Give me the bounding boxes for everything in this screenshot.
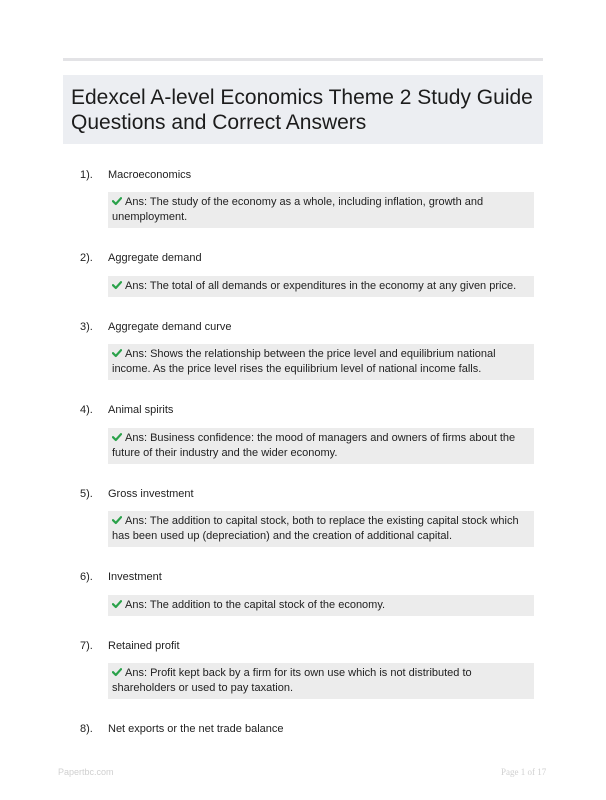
check-icon (112, 432, 122, 442)
question-term: Investment (108, 571, 162, 583)
question-term: Macroeconomics (108, 169, 192, 181)
answer-text: Ans: Shows the relationship between the price level and equilibrium national income. As the price level rises the equilibrium level of national income falls. (112, 348, 496, 375)
check-icon (112, 599, 122, 609)
question-number: 6). (80, 571, 93, 583)
answer-text: Ans: Profit kept back by a firm for its own use which is not distributed to shareholders or used to pay taxation. (112, 667, 472, 694)
document-title: Edexcel A-level Economics Theme 2 Study Guide Questions and Correct Answers (71, 86, 533, 134)
question-number: 3). (80, 321, 93, 333)
question-term: Retained profit (108, 640, 180, 652)
question-term: Aggregate demand curve (108, 321, 232, 333)
check-icon (112, 348, 122, 358)
check-icon (112, 515, 122, 525)
answer-box (108, 276, 534, 297)
answer-box (108, 595, 534, 616)
title-banner (63, 75, 543, 144)
question-term: Aggregate demand (108, 252, 202, 264)
question-number: 1). (80, 169, 93, 181)
check-icon (112, 196, 122, 206)
footer-watermark: Papertbc.com (58, 767, 114, 777)
answer-text: Ans: The addition to capital stock, both to replace the existing capital stock which has been used up (depreciation) and the creation of additional capital. (112, 515, 519, 542)
top-divider (63, 58, 543, 61)
answer-text: Ans: Business confidence: the mood of managers and owners of firms about the future of their industry and the wider economy. (112, 432, 516, 459)
answer-box (108, 428, 534, 464)
check-icon (112, 280, 122, 290)
question-term: Net exports or the net trade balance (108, 723, 284, 735)
answer-box (108, 663, 534, 699)
check-icon (112, 667, 122, 677)
question-number: 4). (80, 404, 93, 416)
question-term: Animal spirits (108, 404, 174, 416)
answer-box (108, 192, 534, 228)
answer-box (108, 511, 534, 547)
question-number: 7). (80, 640, 93, 652)
answer-text: Ans: The total of all demands or expenditures in the economy at any given price. (125, 280, 517, 292)
answer-box (108, 344, 534, 380)
page-counter: Page 1 of 17 (501, 767, 547, 777)
question-number: 8). (80, 723, 93, 735)
answer-text: Ans: The study of the economy as a whole, including inflation, growth and unemployment. (112, 196, 484, 223)
question-term: Gross investment (108, 488, 194, 500)
question-number: 2). (80, 252, 93, 264)
question-number: 5). (80, 488, 93, 500)
answer-text: Ans: The addition to the capital stock of the economy. (125, 599, 386, 611)
